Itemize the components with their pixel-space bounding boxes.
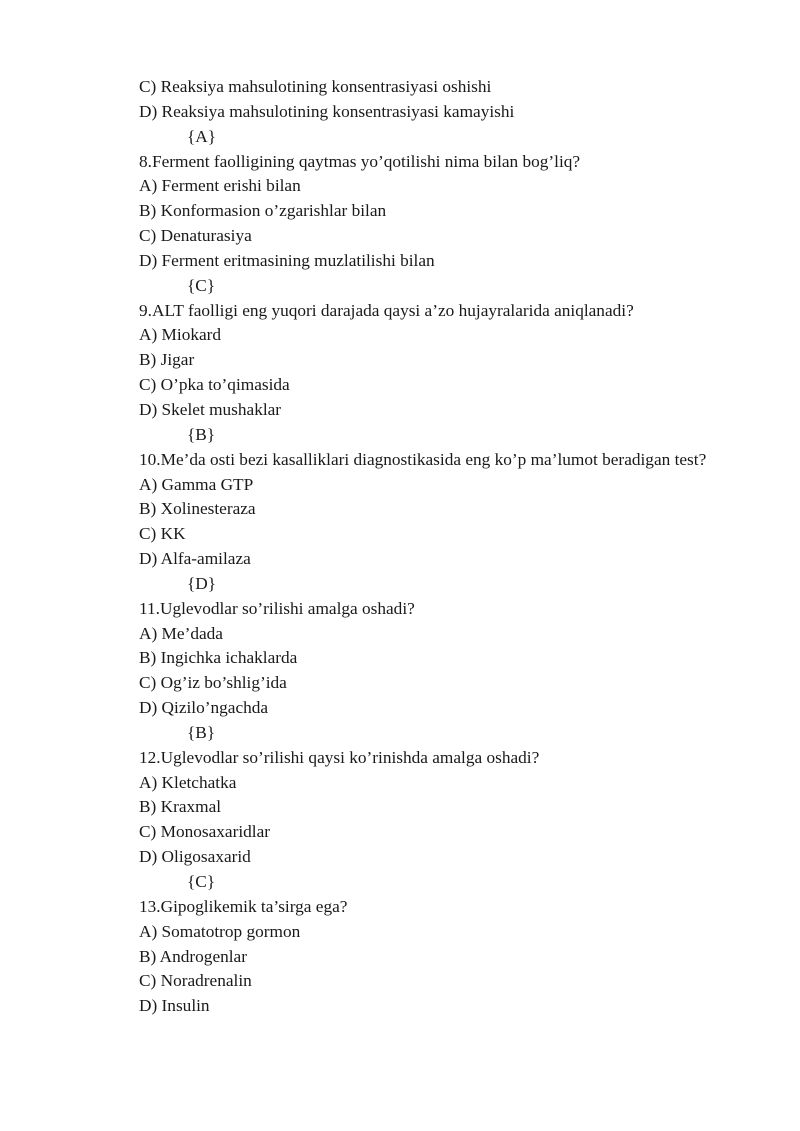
option-d: D) Skelet mushaklar [139, 399, 282, 419]
option-a: A) Kletchatka [139, 772, 237, 792]
option-d: D) Insulin [139, 996, 210, 1016]
option-b: B) Konformasion o’zgarishlar bilan [139, 201, 387, 221]
question-block-12 [139, 746, 739, 895]
option-a: A) Ferment erishi bilan [139, 176, 301, 196]
option-b: B) Xolinesteraza [139, 499, 256, 519]
answer-key: {D} [187, 573, 217, 593]
option-b: B) Jigar [139, 350, 195, 370]
option-c: C) Monosaxaridlar [139, 822, 271, 842]
option-d: D) Qizilo’ngachda [139, 698, 269, 718]
question-text: 12.Uglevodlar so’rilishi qaysi ko’rinishda amalga oshadi? [139, 747, 540, 767]
answer-key: {B} [187, 424, 216, 444]
question-text: 8.Ferment faolligining qaytmas yo’qotilishi nima bilan bog’liq? [139, 151, 581, 171]
question-block-10 [139, 448, 739, 597]
document-page [139, 75, 739, 1019]
option-d: D) Oligosaxarid [139, 847, 251, 867]
question-text: 11.Uglevodlar so’rilishi amalga oshadi? [139, 598, 415, 618]
option-d: D) Ferment eritmasining muzlatilishi bilan [139, 250, 435, 270]
option-a: A) Gamma GTP [139, 474, 254, 494]
option-c: C) O’pka to’qimasida [139, 375, 290, 395]
option-d: D) Reaksiya mahsulotining konsentrasiyasi kamayishi [139, 101, 515, 121]
option-b: B) Kraxmal [139, 797, 222, 817]
option-c: C) Reaksiya mahsulotining konsentrasiyasi oshishi [139, 77, 492, 96]
question-block-11 [139, 597, 739, 746]
option-a: A) Me’dada [139, 623, 223, 643]
option-c: C) Og’iz bo’shlig’ida [139, 673, 287, 693]
question-block-9 [139, 299, 739, 448]
option-c: C) KK [139, 524, 186, 544]
question-7-continuation [139, 75, 739, 150]
option-a: A) Somatotrop gormon [139, 921, 301, 941]
question-block-13 [139, 895, 739, 1019]
option-a: A) Miokard [139, 325, 222, 345]
option-c: C) Noradrenalin [139, 971, 252, 991]
answer-key: {B} [187, 722, 216, 742]
answer-key: {A} [187, 126, 217, 146]
option-c: C) Denaturasiya [139, 226, 252, 246]
option-d: D) Alfa-amilaza [139, 549, 251, 569]
question-text: 9.ALT faolligi eng yuqori darajada qaysi a’zo hujayralarida aniqlanadi? [139, 300, 634, 320]
question-text: 13.Gipoglikemik ta’sirga ega? [139, 896, 348, 916]
question-block-8 [139, 150, 739, 299]
answer-key: {C} [187, 275, 216, 295]
option-b: B) Androgenlar [139, 946, 247, 966]
option-b: B) Ingichka ichaklarda [139, 648, 298, 668]
answer-key: {C} [187, 872, 216, 891]
question-text: 10.Me’da osti bezi kasalliklari diagnostikasida eng ko’p ma’lumot beradigan test? [139, 449, 707, 469]
